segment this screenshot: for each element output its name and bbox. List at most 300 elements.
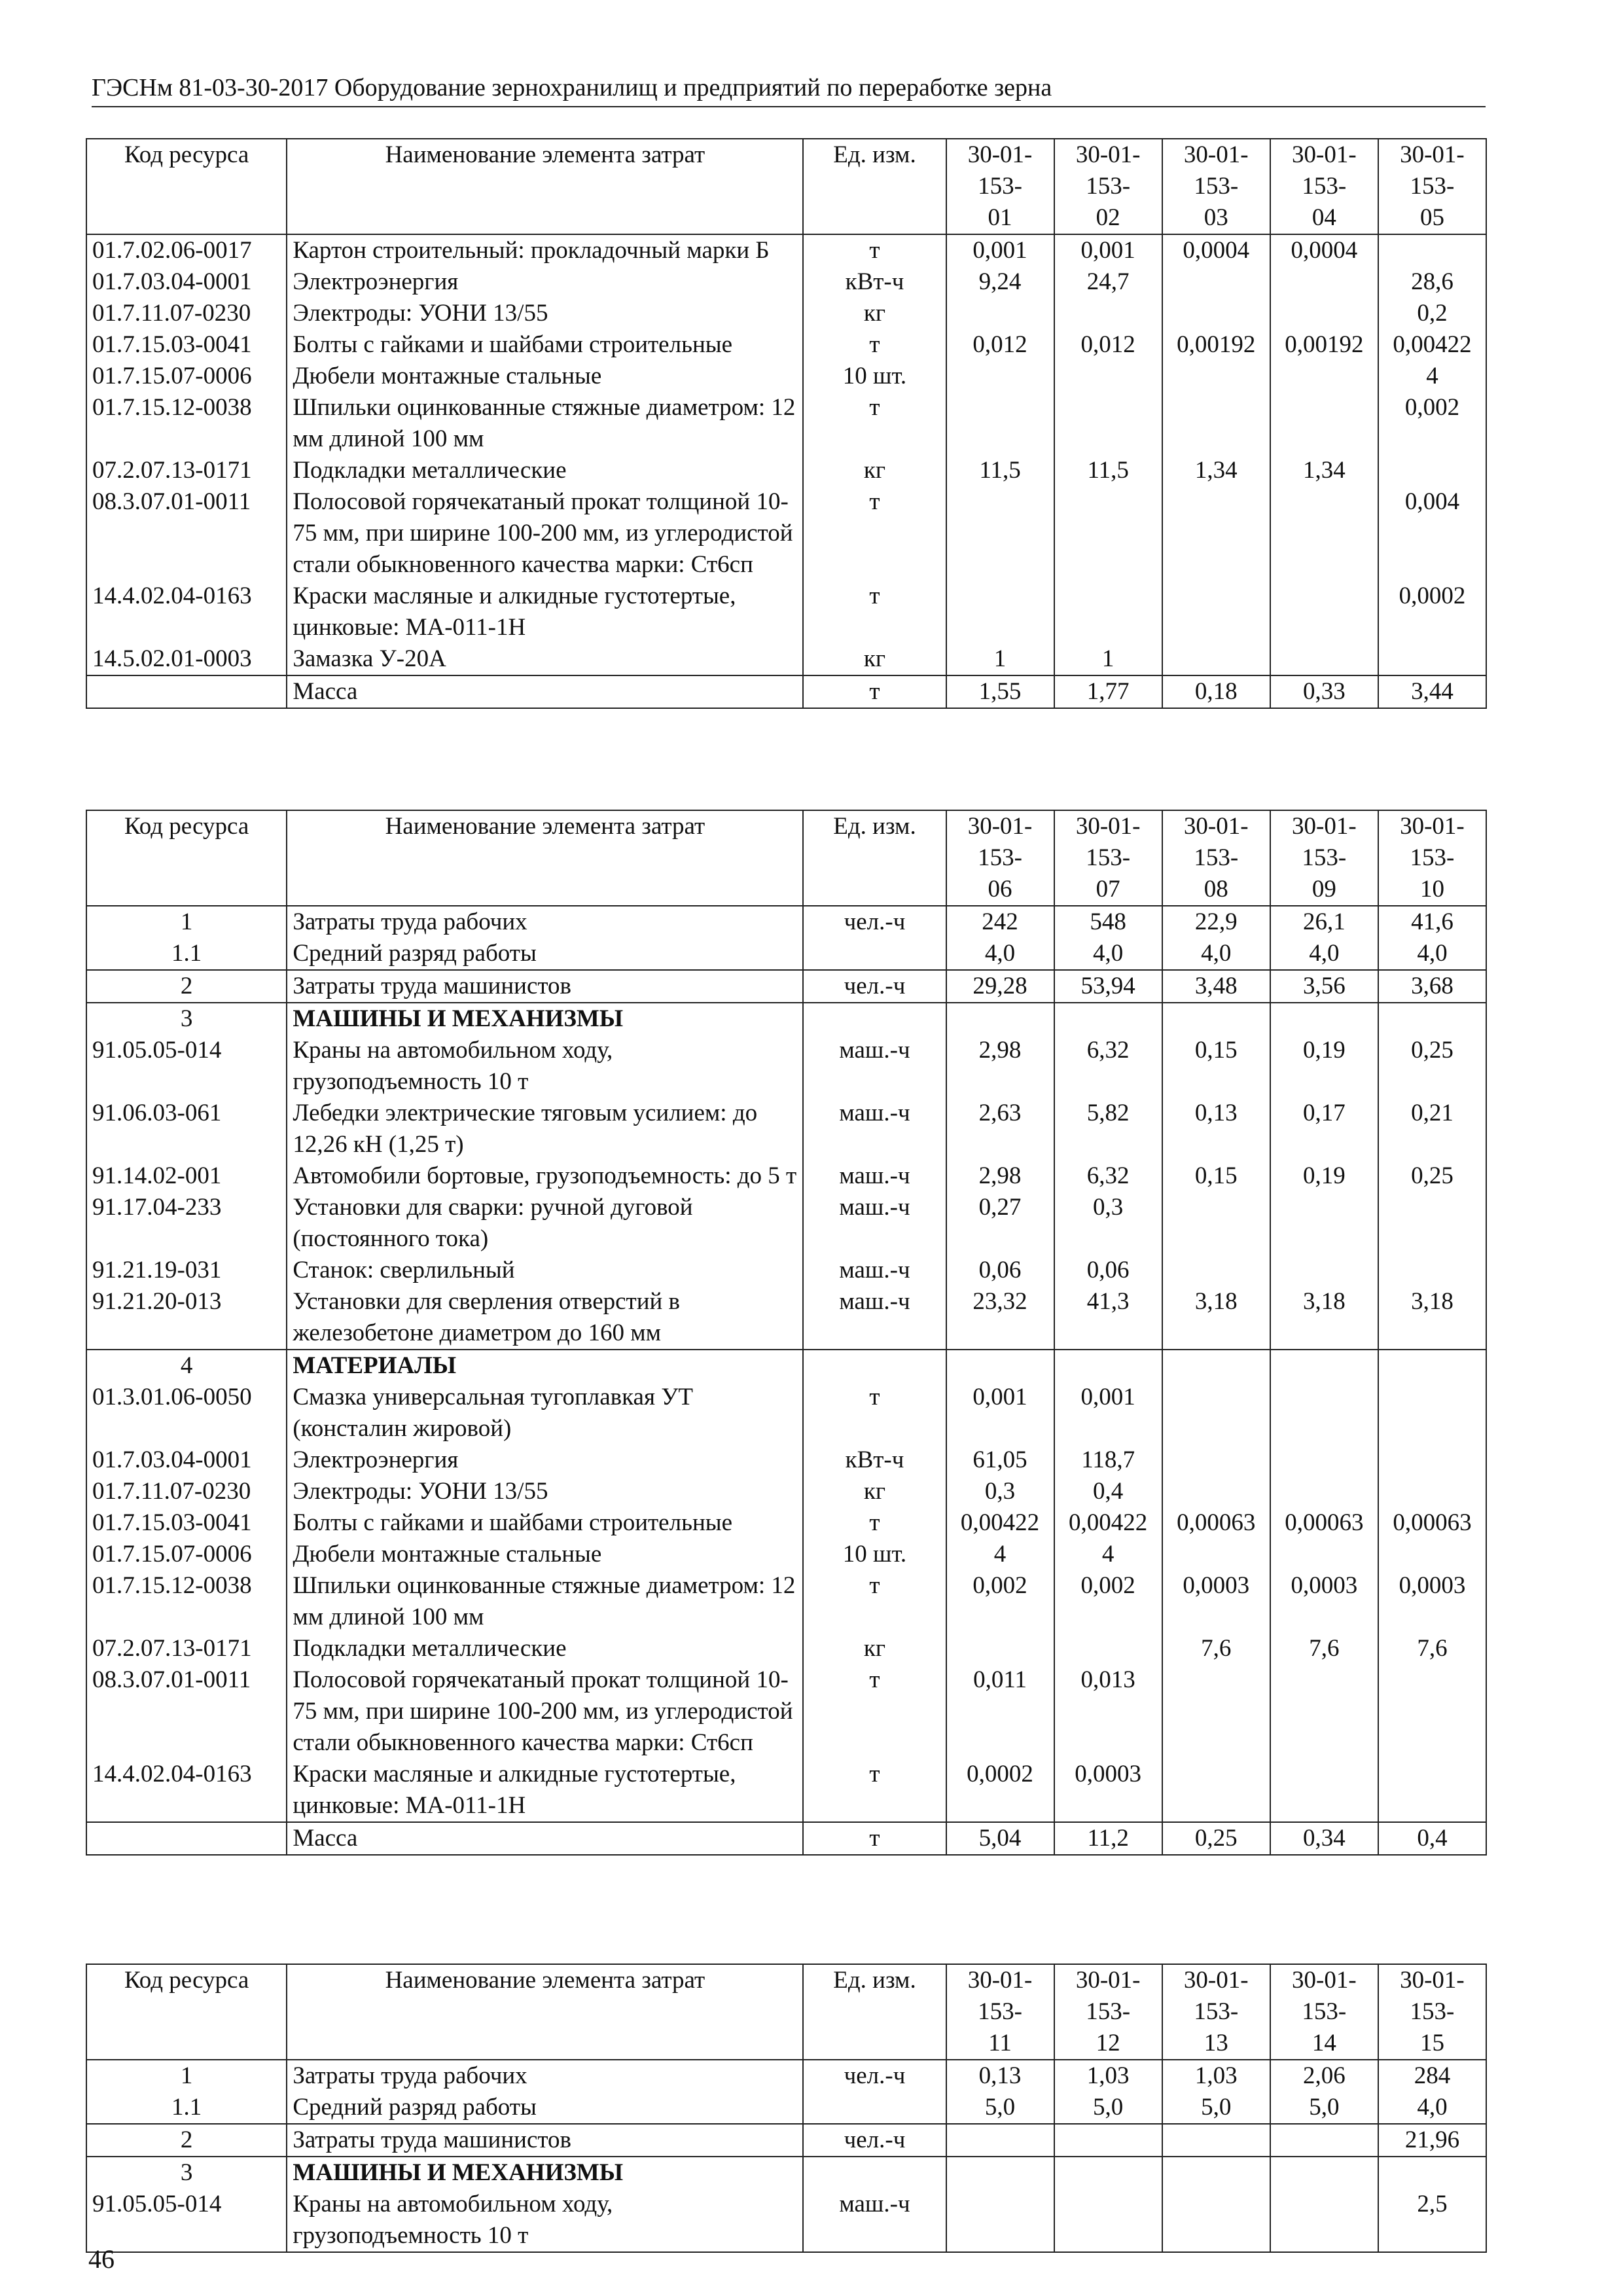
value-cell	[1162, 2189, 1270, 2252]
value-cell	[1270, 298, 1378, 329]
unit-cell: чел.-ч	[803, 2060, 946, 2092]
cost-element-name-cell: Электроэнергия	[287, 1444, 803, 1476]
value-cell: 4,0	[1162, 938, 1270, 970]
cost-element-name-cell: МАШИНЫ И МЕХАНИЗМЫ	[287, 2157, 803, 2189]
value-cell: 0,0003	[1378, 1570, 1486, 1633]
table-row	[86, 2124, 1486, 2157]
value-cell: 1,34	[1270, 455, 1378, 486]
resource-code-cell: 01.7.15.03-0041	[86, 1507, 287, 1539]
unit-cell: т	[803, 329, 946, 361]
value-cell: 5,0	[1162, 2092, 1270, 2124]
value-cell: 7,6	[1270, 1633, 1378, 1664]
cost-element-name-cell: Краски масляные и алкидные густотертые, цинковые: МА-011-1Н	[287, 1759, 803, 1822]
value-cell	[1270, 1382, 1378, 1444]
value-cell: 5,0	[946, 2092, 1054, 2124]
value-cell: 0,0002	[946, 1759, 1054, 1822]
value-cell: 22,9	[1162, 906, 1270, 938]
cost-element-name-cell: Замазка У-20А	[287, 643, 803, 675]
value-cell: 0,15	[1162, 1035, 1270, 1098]
column-header-rate-code: 30-01-153- 15	[1378, 1964, 1486, 2060]
column-header-rate-code: 30-01-153- 02	[1054, 139, 1162, 234]
table-row	[86, 266, 1486, 298]
value-cell	[1270, 2189, 1378, 2252]
value-cell: 21,96	[1378, 2124, 1486, 2157]
value-cell: 4	[1054, 1539, 1162, 1570]
value-cell: 0,3	[946, 1476, 1054, 1507]
cost-element-name-cell: Смазка универсальная тугоплавкая УТ (консталин жировой)	[287, 1382, 803, 1444]
value-cell: 0,013	[1054, 1664, 1162, 1759]
resource-code-cell: 91.14.02-001	[86, 1160, 287, 1192]
value-cell: 7,6	[1378, 1633, 1486, 1664]
value-cell: 1,77	[1054, 675, 1162, 708]
value-cell	[1270, 1664, 1378, 1759]
resource-code-cell: 01.7.11.07-0230	[86, 298, 287, 329]
value-cell: 242	[946, 906, 1054, 938]
value-cell: 0,25	[1378, 1035, 1486, 1098]
cost-element-name-cell: Масса	[287, 1822, 803, 1855]
value-cell	[1270, 392, 1378, 455]
value-cell: 1	[946, 643, 1054, 675]
table-row	[86, 906, 1486, 938]
unit-cell: кг	[803, 1633, 946, 1664]
value-cell: 0,00192	[1162, 329, 1270, 361]
value-cell	[1162, 1539, 1270, 1570]
value-cell: 11,5	[1054, 455, 1162, 486]
value-cell	[1378, 1759, 1486, 1822]
resource-code-cell: 91.17.04-233	[86, 1192, 287, 1255]
unit-cell: т	[803, 581, 946, 643]
value-cell	[1162, 392, 1270, 455]
table-row	[86, 1664, 1486, 1759]
value-cell: 0,13	[946, 2060, 1054, 2092]
value-cell: 3,18	[1162, 1286, 1270, 1350]
resource-code-cell: 2	[86, 970, 287, 1003]
resource-code-cell: 91.05.05-014	[86, 1035, 287, 1098]
table-row	[86, 1507, 1486, 1539]
value-cell: 0,012	[1054, 329, 1162, 361]
unit-cell: кг	[803, 643, 946, 675]
value-cell: 1,03	[1054, 2060, 1162, 2092]
value-cell	[1054, 2124, 1162, 2157]
unit-cell: т	[803, 675, 946, 708]
value-cell: 0,06	[1054, 1255, 1162, 1286]
table-row	[86, 2092, 1486, 2124]
unit-cell: кг	[803, 298, 946, 329]
table-row	[86, 643, 1486, 675]
resource-code-cell: 91.05.05-014	[86, 2189, 287, 2252]
value-cell: 0,15	[1162, 1160, 1270, 1192]
running-header: ГЭСНм 81-03-30-2017 Оборудование зернохранилищ и предприятий по переработке зерна	[92, 73, 1486, 107]
value-cell: 5,0	[1054, 2092, 1162, 2124]
column-header-rate-code: 30-01-153- 07	[1054, 810, 1162, 906]
unit-cell	[803, 1003, 946, 1035]
column-header-rate-code: 30-01-153- 13	[1162, 1964, 1270, 2060]
value-cell	[1054, 1633, 1162, 1664]
value-cell: 41,3	[1054, 1286, 1162, 1350]
value-cell: 6,32	[1054, 1160, 1162, 1192]
resource-table-1	[86, 138, 1487, 709]
table-row	[86, 1035, 1486, 1098]
value-cell: 2,06	[1270, 2060, 1378, 2092]
cost-element-name-cell: Средний разряд работы	[287, 938, 803, 970]
value-cell	[1270, 581, 1378, 643]
column-header-name: Наименование элемента затрат	[287, 139, 803, 234]
value-cell: 4	[946, 1539, 1054, 1570]
unit-cell: маш.-ч	[803, 1098, 946, 1160]
cost-element-name-cell: Шпильки оцинкованные стяжные диаметром: 12 мм длиной 100 мм	[287, 392, 803, 455]
value-cell	[1162, 1350, 1270, 1382]
table-row	[86, 1003, 1486, 1035]
column-header-rate-code: 30-01-153- 05	[1378, 139, 1486, 234]
column-header-code: Код ресурса	[86, 139, 287, 234]
value-cell: 0,00063	[1378, 1507, 1486, 1539]
value-cell: 2,63	[946, 1098, 1054, 1160]
table-header-row	[86, 810, 1486, 906]
resource-code-cell: 3	[86, 1003, 287, 1035]
table-row	[86, 361, 1486, 392]
cost-element-name-cell: МАТЕРИАЛЫ	[287, 1350, 803, 1382]
value-cell	[946, 1633, 1054, 1664]
column-header-unit: Ед. изм.	[803, 1964, 946, 2060]
column-header-rate-code: 30-01-153- 08	[1162, 810, 1270, 906]
value-cell: 1,03	[1162, 2060, 1270, 2092]
value-cell	[1162, 298, 1270, 329]
resource-code-cell: 01.3.01.06-0050	[86, 1382, 287, 1444]
value-cell	[1270, 1192, 1378, 1255]
table-row	[86, 1286, 1486, 1350]
table-row	[86, 234, 1486, 266]
table-row	[86, 1444, 1486, 1476]
unit-cell: т	[803, 1570, 946, 1633]
resource-code-cell: 01.7.15.12-0038	[86, 392, 287, 455]
value-cell	[1270, 1350, 1378, 1382]
value-cell: 1,34	[1162, 455, 1270, 486]
value-cell	[1162, 1192, 1270, 1255]
value-cell	[1270, 1476, 1378, 1507]
unit-cell: маш.-ч	[803, 1255, 946, 1286]
value-cell: 4,0	[1270, 938, 1378, 970]
value-cell: 3,18	[1270, 1286, 1378, 1350]
resource-code-cell: 01.7.15.12-0038	[86, 1570, 287, 1633]
resource-code-cell: 01.7.15.03-0041	[86, 329, 287, 361]
unit-cell: 10 шт.	[803, 361, 946, 392]
value-cell: 4,0	[1378, 938, 1486, 970]
value-cell: 0,0003	[1054, 1759, 1162, 1822]
value-cell: 24,7	[1054, 266, 1162, 298]
unit-cell: маш.-ч	[803, 2189, 946, 2252]
value-cell: 41,6	[1378, 906, 1486, 938]
value-cell: 0,3	[1054, 1192, 1162, 1255]
value-cell	[1378, 1382, 1486, 1444]
value-cell: 3,18	[1378, 1286, 1486, 1350]
table-row	[86, 1098, 1486, 1160]
value-cell	[1162, 266, 1270, 298]
value-cell: 4,0	[1378, 2092, 1486, 2124]
table-header-row	[86, 139, 1486, 234]
cost-element-name-cell: Краны на автомобильном ходу, грузоподъемность 10 т	[287, 1035, 803, 1098]
value-cell: 2,5	[1378, 2189, 1486, 2252]
value-cell	[1270, 266, 1378, 298]
value-cell: 0,00063	[1162, 1507, 1270, 1539]
table-row	[86, 1350, 1486, 1382]
value-cell	[1162, 1759, 1270, 1822]
value-cell	[1270, 1255, 1378, 1286]
cost-element-name-cell: Затраты труда машинистов	[287, 970, 803, 1003]
value-cell: 4,0	[1054, 938, 1162, 970]
value-cell: 0,00192	[1270, 329, 1378, 361]
resource-code-cell: 4	[86, 1350, 287, 1382]
value-cell	[1054, 1003, 1162, 1035]
value-cell	[1378, 1350, 1486, 1382]
value-cell: 0,002	[1054, 1570, 1162, 1633]
cost-element-name-cell: Полосовой горячекатаный прокат толщиной 10-75 мм, при ширине 100-200 мм, из углеродистой стали обыкновенного качества марки: Ст6сп	[287, 1664, 803, 1759]
resource-code-cell	[86, 675, 287, 708]
value-cell: 1	[1054, 643, 1162, 675]
value-cell: 0,002	[1378, 392, 1486, 455]
column-header-rate-code: 30-01-153- 12	[1054, 1964, 1162, 2060]
resource-table-3	[86, 1964, 1487, 2253]
column-header-rate-code: 30-01-153- 01	[946, 139, 1054, 234]
value-cell	[946, 2124, 1054, 2157]
column-header-name: Наименование элемента затрат	[287, 810, 803, 906]
value-cell: 0,33	[1270, 675, 1378, 708]
value-cell: 0,06	[946, 1255, 1054, 1286]
value-cell: 0,001	[946, 1382, 1054, 1444]
value-cell: 1,55	[946, 675, 1054, 708]
table-row	[86, 1255, 1486, 1286]
value-cell	[1378, 1539, 1486, 1570]
table-row	[86, 2060, 1486, 2092]
unit-cell	[803, 2157, 946, 2189]
table-row	[86, 1192, 1486, 1255]
unit-cell: кВт-ч	[803, 266, 946, 298]
unit-cell: т	[803, 392, 946, 455]
unit-cell: т	[803, 1664, 946, 1759]
value-cell	[1270, 643, 1378, 675]
resource-code-cell: 07.2.07.13-0171	[86, 1633, 287, 1664]
value-cell: 0,00063	[1270, 1507, 1378, 1539]
resource-code-cell: 1.1	[86, 2092, 287, 2124]
value-cell: 11,5	[946, 455, 1054, 486]
table-row	[86, 486, 1486, 581]
value-cell: 0,27	[946, 1192, 1054, 1255]
value-cell	[946, 2157, 1054, 2189]
value-cell	[1054, 1350, 1162, 1382]
column-header-rate-code: 30-01-153- 03	[1162, 139, 1270, 234]
value-cell: 0,011	[946, 1664, 1054, 1759]
value-cell	[1378, 234, 1486, 266]
value-cell: 0,0002	[1378, 581, 1486, 643]
value-cell: 0,18	[1162, 675, 1270, 708]
unit-cell: т	[803, 1382, 946, 1444]
value-cell	[1162, 1664, 1270, 1759]
value-cell	[1270, 1759, 1378, 1822]
value-cell	[1162, 643, 1270, 675]
value-cell	[1270, 1539, 1378, 1570]
value-cell: 0,4	[1378, 1822, 1486, 1855]
unit-cell: кг	[803, 455, 946, 486]
column-header-unit: Ед. изм.	[803, 810, 946, 906]
value-cell: 4	[1378, 361, 1486, 392]
value-cell	[946, 361, 1054, 392]
unit-cell: 10 шт.	[803, 1539, 946, 1570]
value-cell	[1378, 2157, 1486, 2189]
value-cell	[946, 392, 1054, 455]
value-cell	[1162, 2157, 1270, 2189]
resource-code-cell: 01.7.15.07-0006	[86, 1539, 287, 1570]
value-cell: 9,24	[946, 266, 1054, 298]
value-cell	[1378, 455, 1486, 486]
resource-code-cell: 01.7.02.06-0017	[86, 234, 287, 266]
unit-cell	[803, 2092, 946, 2124]
cost-element-name-cell: Затраты труда рабочих	[287, 2060, 803, 2092]
unit-cell: маш.-ч	[803, 1192, 946, 1255]
value-cell: 0,4	[1054, 1476, 1162, 1507]
value-cell	[1378, 643, 1486, 675]
table-row	[86, 298, 1486, 329]
value-cell: 53,94	[1054, 970, 1162, 1003]
value-cell: 2,98	[946, 1160, 1054, 1192]
value-cell: 6,32	[1054, 1035, 1162, 1098]
cost-element-name-cell: Станок: сверлильный	[287, 1255, 803, 1286]
column-header-rate-code: 30-01-153- 11	[946, 1964, 1054, 2060]
resource-code-cell: 91.21.19-031	[86, 1255, 287, 1286]
cost-element-name-cell: Масса	[287, 675, 803, 708]
value-cell: 0,13	[1162, 1098, 1270, 1160]
value-cell: 0,00422	[946, 1507, 1054, 1539]
value-cell: 0,21	[1378, 1098, 1486, 1160]
value-cell: 28,6	[1378, 266, 1486, 298]
value-cell	[1162, 1255, 1270, 1286]
unit-cell	[803, 1350, 946, 1382]
value-cell	[1162, 1444, 1270, 1476]
value-cell: 0,0003	[1270, 1570, 1378, 1633]
unit-cell: т	[803, 1822, 946, 1855]
resource-code-cell: 01.7.03.04-0001	[86, 266, 287, 298]
value-cell	[1162, 486, 1270, 581]
table-row	[86, 329, 1486, 361]
value-cell	[1054, 298, 1162, 329]
column-header-rate-code: 30-01-153- 09	[1270, 810, 1378, 906]
cost-element-name-cell: Затраты труда машинистов	[287, 2124, 803, 2157]
cost-element-name-cell: Электроды: УОНИ 13/55	[287, 298, 803, 329]
unit-cell: кВт-ч	[803, 1444, 946, 1476]
value-cell	[1054, 486, 1162, 581]
value-cell	[1378, 1003, 1486, 1035]
value-cell: 0,25	[1162, 1822, 1270, 1855]
table-row	[86, 1570, 1486, 1633]
value-cell	[1378, 1664, 1486, 1759]
value-cell: 0,002	[946, 1570, 1054, 1633]
cost-element-name-cell: Установки для сверления отверстий в железобетоне диаметром до 160 мм	[287, 1286, 803, 1350]
cost-element-name-cell: Затраты труда рабочих	[287, 906, 803, 938]
value-cell	[946, 486, 1054, 581]
value-cell: 5,04	[946, 1822, 1054, 1855]
resource-code-cell	[86, 1822, 287, 1855]
value-cell: 0,00422	[1378, 329, 1486, 361]
value-cell: 7,6	[1162, 1633, 1270, 1664]
cost-element-name-cell: Автомобили бортовые, грузоподъемность: до 5 т	[287, 1160, 803, 1192]
value-cell: 284	[1378, 2060, 1486, 2092]
resource-code-cell: 01.7.11.07-0230	[86, 1476, 287, 1507]
table-row	[86, 455, 1486, 486]
cost-element-name-cell: Шпильки оцинкованные стяжные диаметром: 12 мм длиной 100 мм	[287, 1570, 803, 1633]
value-cell: 0,0004	[1270, 234, 1378, 266]
value-cell: 0,2	[1378, 298, 1486, 329]
cost-element-name-cell: Подкладки металлические	[287, 1633, 803, 1664]
value-cell	[946, 298, 1054, 329]
cost-element-name-cell: Подкладки металлические	[287, 455, 803, 486]
value-cell	[946, 2189, 1054, 2252]
table-row	[86, 2189, 1486, 2252]
value-cell	[946, 581, 1054, 643]
value-cell: 0,0004	[1162, 234, 1270, 266]
value-cell: 0,25	[1378, 1160, 1486, 1192]
resource-code-cell: 91.21.20-013	[86, 1286, 287, 1350]
mass-row	[86, 1822, 1486, 1855]
value-cell	[1378, 1255, 1486, 1286]
page-number: 46	[88, 2244, 115, 2274]
cost-element-name-cell: Установки для сварки: ручной дуговой (постоянного тока)	[287, 1192, 803, 1255]
table-row	[86, 1759, 1486, 1822]
value-cell	[1162, 1003, 1270, 1035]
column-header-rate-code: 30-01-153- 06	[946, 810, 1054, 906]
value-cell	[1270, 1003, 1378, 1035]
value-cell	[1054, 361, 1162, 392]
value-cell: 23,32	[946, 1286, 1054, 1350]
table-row	[86, 2157, 1486, 2189]
value-cell	[1270, 1444, 1378, 1476]
resource-code-cell: 08.3.07.01-0011	[86, 1664, 287, 1759]
resource-code-cell: 1.1	[86, 938, 287, 970]
cost-element-name-cell: Картон строительный: прокладочный марки Б	[287, 234, 803, 266]
value-cell: 0,001	[1054, 1382, 1162, 1444]
value-cell: 3,56	[1270, 970, 1378, 1003]
resource-code-cell: 1	[86, 2060, 287, 2092]
column-header-rate-code: 30-01-153- 10	[1378, 810, 1486, 906]
value-cell: 4,0	[946, 938, 1054, 970]
unit-cell: т	[803, 234, 946, 266]
table-header-row	[86, 1964, 1486, 2060]
resource-code-cell: 91.06.03-061	[86, 1098, 287, 1160]
resource-code-cell: 1	[86, 906, 287, 938]
table-row	[86, 1382, 1486, 1444]
value-cell	[1054, 2157, 1162, 2189]
value-cell: 118,7	[1054, 1444, 1162, 1476]
value-cell: 0,19	[1270, 1160, 1378, 1192]
value-cell: 3,68	[1378, 970, 1486, 1003]
table-row	[86, 581, 1486, 643]
cost-element-name-cell: МАШИНЫ И МЕХАНИЗМЫ	[287, 1003, 803, 1035]
value-cell: 3,48	[1162, 970, 1270, 1003]
table-row	[86, 1539, 1486, 1570]
value-cell: 0,001	[1054, 234, 1162, 266]
resource-code-cell: 14.4.02.04-0163	[86, 581, 287, 643]
value-cell: 5,0	[1270, 2092, 1378, 2124]
value-cell: 0,19	[1270, 1035, 1378, 1098]
unit-cell: маш.-ч	[803, 1035, 946, 1098]
value-cell: 548	[1054, 906, 1162, 938]
value-cell	[1378, 1476, 1486, 1507]
value-cell	[1270, 2157, 1378, 2189]
unit-cell: чел.-ч	[803, 2124, 946, 2157]
table-row	[86, 970, 1486, 1003]
value-cell: 0,0003	[1162, 1570, 1270, 1633]
value-cell	[1054, 581, 1162, 643]
value-cell	[1162, 1382, 1270, 1444]
value-cell: 5,82	[1054, 1098, 1162, 1160]
value-cell: 26,1	[1270, 906, 1378, 938]
